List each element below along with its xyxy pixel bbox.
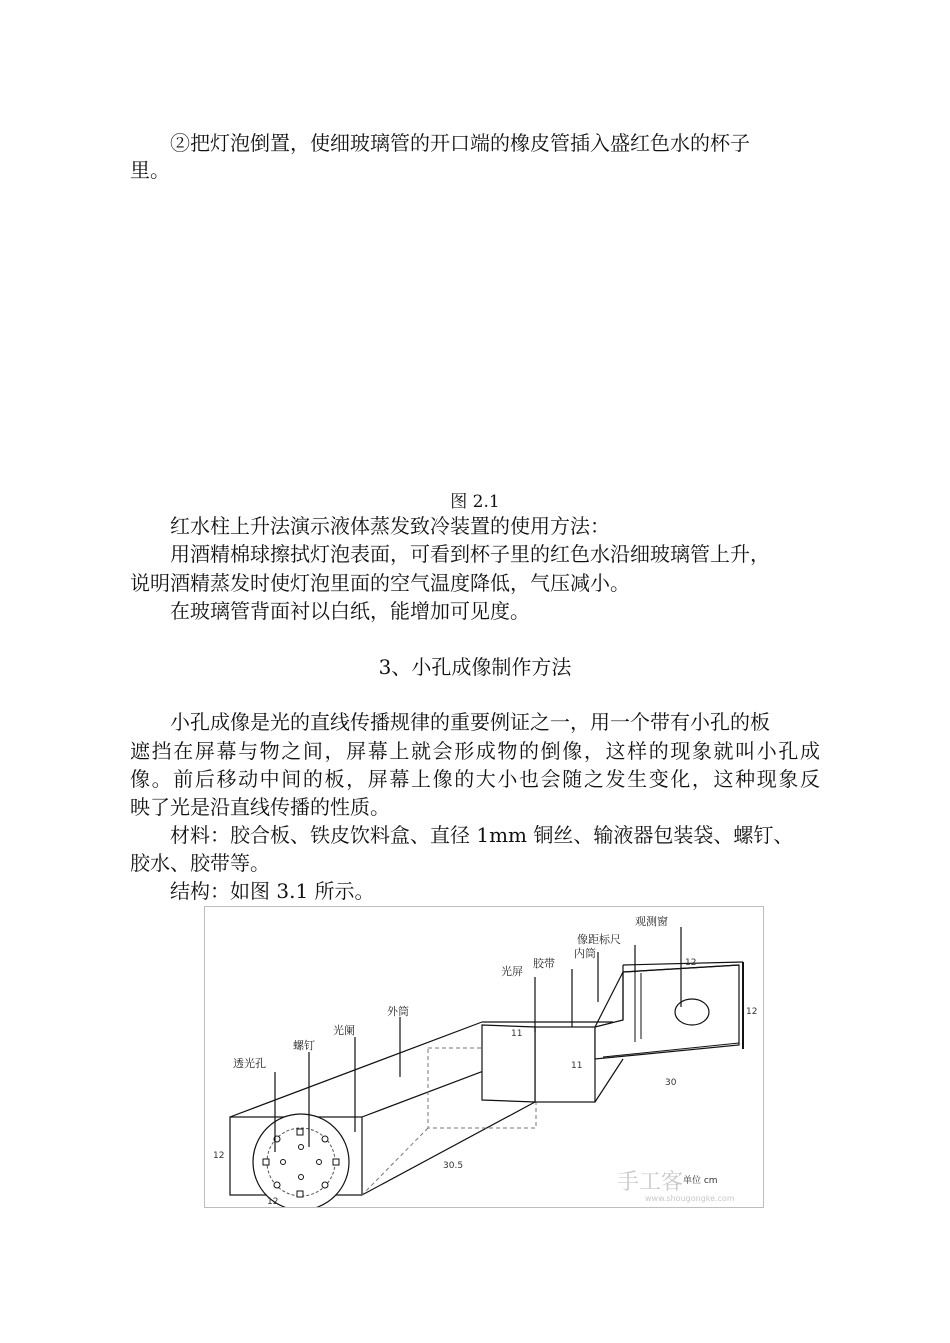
usage-paragraph1-line2: 说明酒精蒸发时使灯泡里面的空气温度降低，气压减小。 [130, 571, 630, 595]
usage-paragraph2: 在玻璃管背面衬以白纸，能增加可见度。 [170, 599, 530, 623]
intro-line2: 遮挡在屏幕与物之间，屏幕上就会形成物的倒像，这样的现象就叫小孔成 [130, 739, 820, 763]
label-aperture: 光阑 [333, 1024, 355, 1037]
pinhole-camera-drawing [205, 907, 763, 1207]
intro-line3: 像。前后移动中间的板，屏幕上像的大小也会随之发生变化，这种现象反 [130, 767, 820, 791]
watermark-url: www.shougongke.com [645, 1194, 735, 1203]
dim-inner-front: 11 [511, 1029, 523, 1039]
watermark-logo: 手工客 [617, 1170, 684, 1195]
aperture-plate [253, 1114, 349, 1207]
label-inner-tube: 内筒 [574, 947, 596, 960]
label-tape: 胶带 [533, 957, 555, 970]
dim-front-height: 12 [213, 1151, 225, 1161]
observation-window-icon [675, 999, 709, 1025]
materials-line1: 材料：胶合板、铁皮饮料盒、直径 1mm 铜丝、输液器包装袋、螺钉、 [170, 823, 794, 847]
dim-window-top: 12 [685, 958, 697, 968]
dim-front-width: 12 [267, 1197, 279, 1207]
usage-paragraph1-line1: 用酒精棉球擦拭灯泡表面，可看到杯子里的红色水沿细玻璃管上升， [170, 542, 770, 566]
materials-line2: 胶水、胶带等。 [130, 851, 270, 875]
intro-line1: 小孔成像是光的直线传播规律的重要例证之一，用一个带有小孔的板 [170, 710, 770, 734]
unit-label: 单位 cm [683, 1176, 718, 1186]
section-3-title: 3、小孔成像制作方法 [378, 655, 572, 679]
usage-heading: 红水柱上升法演示液体蒸发致冷装置的使用方法： [170, 514, 610, 538]
figure-3-1-diagram [204, 906, 764, 1208]
label-observation-window: 观测窗 [635, 915, 668, 928]
label-screw: 螺钉 [293, 1039, 315, 1052]
label-light-screen: 光屏 [501, 965, 523, 978]
structure-line: 结构：如图 3.1 所示。 [170, 879, 375, 903]
label-outer-tube: 外筒 [387, 1005, 409, 1018]
step2-line1: ②把灯泡倒置，使细玻璃管的开口端的橡皮管插入盛红色水的杯子 [170, 131, 750, 155]
dim-right-height: 12 [746, 1007, 758, 1017]
dim-inner-side: 11 [571, 1061, 583, 1071]
step2-line2: 里。 [130, 158, 170, 182]
label-image-distance-scale: 像距标尺 [577, 933, 621, 946]
label-light-hole: 透光孔 [233, 1057, 266, 1070]
dim-outer-length: 30.5 [443, 1161, 464, 1171]
intro-line4: 映了光是沿直线传播的性质。 [130, 795, 390, 819]
figure-2-1-caption: 图 2.1 [450, 492, 500, 512]
dim-inner-length: 30 [665, 1078, 677, 1088]
